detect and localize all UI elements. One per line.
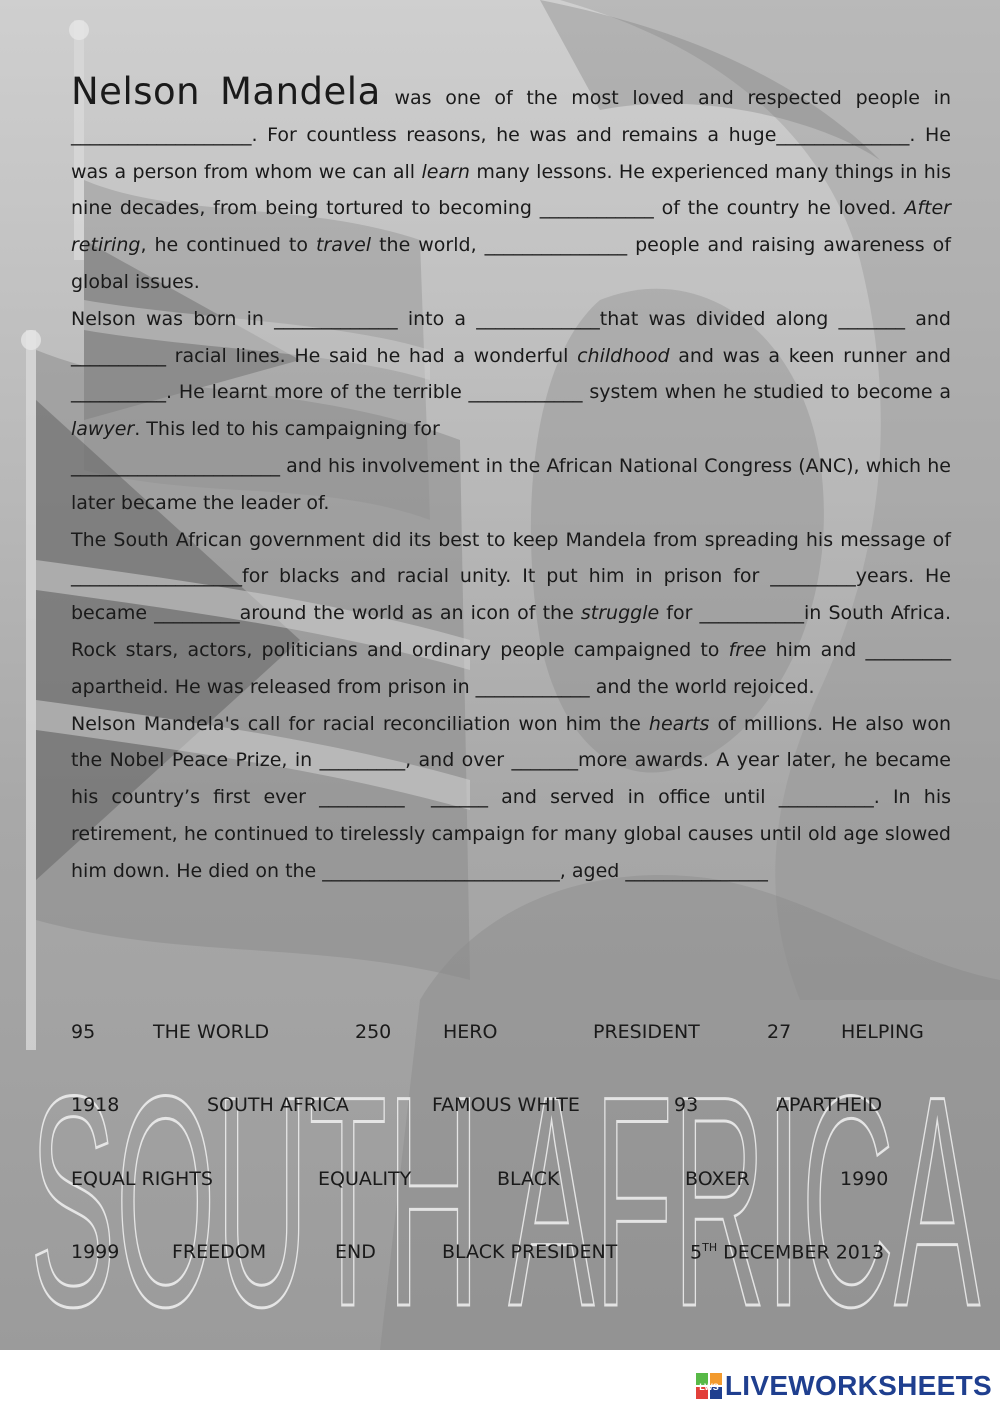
blank-p4-5[interactable]: __________ xyxy=(778,786,874,809)
p1-text-a: was one of the most loved and respected people in xyxy=(394,87,951,109)
p4-em-hearts: hearts xyxy=(648,712,710,735)
p1-text-d: many lessons. He experienced many things in his nine decades, from being tortured to becoming xyxy=(71,160,951,220)
p2-text-j: and his involvement in the African National Congress (ANC), which he later became the leader of. xyxy=(71,454,951,514)
word-bank-item: 27 xyxy=(767,1021,792,1043)
blank-p3-2[interactable]: _________ xyxy=(770,565,856,588)
p3-em-free: free xyxy=(728,638,767,661)
p1-em-learn: learn xyxy=(421,160,470,183)
p3-text-i: and the world rejoiced. xyxy=(589,675,815,698)
word-bank-item: FAMOUS WHITE xyxy=(432,1094,580,1116)
blank-p2-3[interactable]: _______ xyxy=(838,307,906,330)
blank-p4-7[interactable]: _______________ xyxy=(625,859,768,882)
p4-text-b: of millions. He also won the Nobel Peace Prize, in xyxy=(71,712,951,772)
word-bank-item: 95 xyxy=(71,1021,96,1043)
p1-text-f: , he continued to xyxy=(140,234,316,257)
blank-p3-5[interactable]: _________ xyxy=(865,638,951,661)
p3-text-b: for blacks and racial unity. It put him in prison for xyxy=(242,565,771,588)
word-bank-item: 250 xyxy=(355,1021,392,1043)
p1-em-travel: travel xyxy=(315,234,372,257)
word-bank-item: BLACK xyxy=(497,1168,560,1190)
word-bank-item: APARTHEID xyxy=(776,1094,883,1116)
p4-text-c: , and over xyxy=(405,749,512,772)
word-bank-item: THE WORLD xyxy=(153,1021,270,1043)
word-bank-item-date xyxy=(690,1241,884,1263)
word-bank-item: PRESIDENT xyxy=(593,1021,700,1043)
p4-text-g: . In his retirement, he continued to tirelessly campaign for many global causes until old age slowed him down. He died on the xyxy=(71,786,951,882)
watermark-text: SOUTH AFRICA xyxy=(30,1033,981,1350)
date-ordinal: TH xyxy=(702,1241,718,1254)
blank-p2-1[interactable]: _____________ xyxy=(274,307,398,330)
p3-text-g: him and xyxy=(766,638,866,661)
blank-p3-4[interactable]: ___________ xyxy=(699,602,805,625)
p2-text-a: Nelson was born in xyxy=(71,307,275,330)
p3-text-f: in South Africa. Rock stars, actors, politicians and ordinary people campaigned to xyxy=(71,602,951,661)
word-bank-item: BOXER xyxy=(685,1168,750,1190)
p2-text-b: into a xyxy=(397,307,477,330)
word-bank-item: 1918 xyxy=(71,1094,120,1116)
p4-text-d: more awards. A year later, he became his country’s first ever xyxy=(71,749,952,809)
word-bank-item: SOUTH AFRICA xyxy=(207,1094,349,1116)
blank-p3-6[interactable]: ____________ xyxy=(475,675,590,698)
p3-em-struggle: struggle xyxy=(580,602,660,625)
p3-text-d: around the world as an icon of the xyxy=(239,602,581,625)
p4-text-h: , aged xyxy=(559,859,626,882)
blank-p4-4[interactable]: ______ xyxy=(430,786,488,809)
p4-text-a: Nelson Mandela's call for racial reconciliation won him the xyxy=(71,712,649,735)
word-bank-item: 93 xyxy=(674,1094,699,1116)
blank-p2-4[interactable]: __________ xyxy=(71,344,166,367)
p2-text-e: racial lines. He said he had a wonderful xyxy=(166,344,578,367)
p1-text-c: . He was a person from whom we can all xyxy=(71,123,951,183)
blank-p3-1[interactable]: __________________ xyxy=(71,565,242,588)
word-bank-item: HELPING xyxy=(841,1021,924,1043)
word-bank-item: HERO xyxy=(443,1021,498,1043)
p2-text-i: . This led to his campaigning for xyxy=(134,418,440,441)
blank-p4-1[interactable]: _________ xyxy=(319,749,406,772)
date-day: 5 xyxy=(690,1241,703,1264)
p4-text-f: and served in office until xyxy=(487,786,779,809)
p1-text-e: of the country he loved. xyxy=(653,197,905,220)
p3-text-a: The South African government did its best to keep Mandela from spreading his message of xyxy=(71,528,951,551)
date-rest: DECEMBER 2013 xyxy=(717,1241,885,1264)
p1-em-after-retiring: After retiring xyxy=(71,197,951,257)
p1-text-g: the world, xyxy=(371,234,485,257)
blank-p1-2[interactable]: ______________ xyxy=(776,123,910,146)
word-bank-item: BLACK PRESIDENT xyxy=(442,1241,618,1263)
blank-p4-6[interactable]: _________________________ xyxy=(322,859,560,882)
blank-p4-2[interactable]: _______ xyxy=(511,749,578,772)
p2-em-childhood: childhood xyxy=(577,344,670,367)
liveworksheets-logo[interactable] xyxy=(696,1370,992,1402)
p2-text-g: . He learnt more of the terrible xyxy=(166,381,469,404)
blank-p1-4[interactable]: _______________ xyxy=(484,234,628,257)
p2-text-d: and xyxy=(905,307,951,330)
p3-text-h: apartheid. He was released from prison in xyxy=(71,675,476,698)
word-bank-item: FREEDOM xyxy=(172,1241,267,1263)
p1-text-h: people and raising awareness of global issues. xyxy=(71,234,952,293)
p3-text-c: years. He became xyxy=(71,565,951,625)
p3-text-e: for xyxy=(659,602,700,625)
logo-text: LIVEWORKSHEETS xyxy=(724,1370,992,1401)
footer xyxy=(0,1350,1000,1413)
blank-p2-6[interactable]: ____________ xyxy=(468,381,583,404)
logo-mark-icon xyxy=(696,1373,722,1399)
word-bank-item: EQUALITY xyxy=(318,1168,412,1190)
logo-mark-letters: LWS xyxy=(699,1382,719,1392)
blank-p2-5[interactable]: __________ xyxy=(71,381,166,404)
blank-p1-3[interactable]: ____________ xyxy=(539,197,654,220)
word-bank-item: END xyxy=(335,1241,376,1263)
blank-p1-1[interactable]: ___________________ xyxy=(71,123,252,146)
title: Nelson Mandela xyxy=(71,70,381,113)
word-bank-item: 1999 xyxy=(71,1241,120,1263)
p2-text-f: and was a keen runner and xyxy=(669,344,951,367)
blank-p2-2[interactable]: _____________ xyxy=(476,307,600,330)
p2-text-c: that was divided along xyxy=(599,307,839,330)
p2-text-h: system when he studied to become a xyxy=(582,381,951,404)
word-bank-item: EQUAL RIGHTS xyxy=(71,1168,213,1190)
p2-em-lawyer: lawyer xyxy=(71,418,135,441)
blank-p3-3[interactable]: _________ xyxy=(154,602,240,625)
blank-p2-7[interactable]: ______________________ xyxy=(71,454,280,477)
blank-p4-3[interactable]: _________ xyxy=(319,786,405,809)
word-bank-item: 1990 xyxy=(840,1168,889,1190)
p1-text-b: . For countless reasons, he was and remains a huge xyxy=(251,123,777,146)
